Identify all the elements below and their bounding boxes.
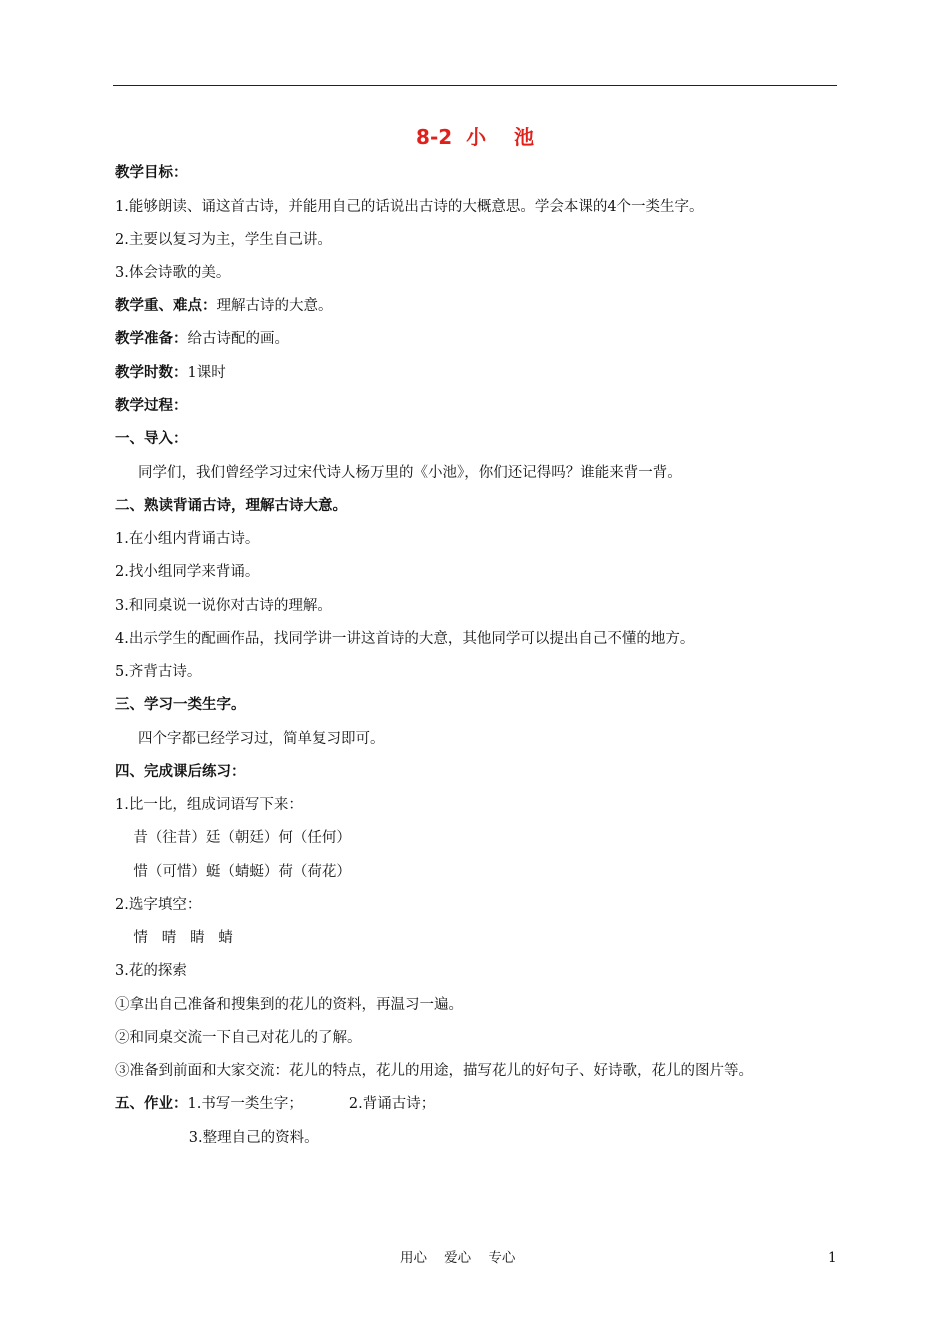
text-line	[115, 828, 351, 848]
line-text: 昔（往昔）廷（朝廷）何（任何）	[115, 830, 351, 846]
text-line	[115, 1028, 362, 1048]
text-line	[115, 197, 704, 217]
line-text: 理解古诗的大意。	[216, 298, 333, 314]
line-text: 2.主要以复习为主，学生自己讲。	[115, 232, 332, 248]
line-text: ③准备到前面和大家交流：花儿的特点，花儿的用途，描写花儿的好句子、好诗歌，花儿的图片等。	[115, 1063, 753, 1079]
line-text: 3.整理自己的资料。	[115, 1130, 319, 1146]
line-label: 教学准备：	[115, 331, 188, 347]
text-line	[115, 596, 332, 616]
line-label: 四、完成课后练习：	[115, 764, 246, 780]
text-line	[115, 695, 246, 715]
text-line	[115, 795, 303, 815]
text-line	[115, 363, 226, 383]
text-line	[115, 1094, 435, 1114]
text-line	[115, 961, 187, 981]
text-line	[115, 895, 201, 915]
text-line	[115, 396, 188, 416]
text-line	[115, 995, 463, 1015]
line-text: 给古诗配的画。	[187, 331, 289, 347]
page-number: 1	[828, 1250, 837, 1266]
line-label: 教学重、难点：	[115, 298, 217, 314]
text-line	[115, 429, 188, 449]
text-line	[115, 296, 333, 316]
header-rule	[113, 85, 837, 86]
line-text: 3.体会诗歌的美。	[115, 265, 231, 281]
line-text: 1课时	[187, 365, 226, 381]
line-label: 二、熟读背诵古诗，理解古诗大意。	[115, 498, 347, 514]
text-line	[115, 629, 694, 649]
line-text: 3.花的探索	[115, 963, 187, 979]
text-line	[115, 662, 201, 682]
line-label: 教学过程：	[115, 398, 188, 414]
text-line	[115, 529, 259, 549]
line-text: 惜（可惜）蜓（蜻蜓）荷（荷花）	[115, 864, 351, 880]
line-label: 一、导入：	[115, 431, 188, 447]
text-line	[115, 163, 188, 183]
text-line	[115, 263, 230, 283]
text-line	[115, 762, 246, 782]
text-line	[115, 562, 259, 582]
line-text: 4.出示学生的配画作品，找同学讲一讲这首诗的大意，其他同学可以提出自己不懂的地方。	[115, 631, 695, 647]
text-line	[115, 329, 289, 349]
line-text: 1.能够朗读、诵这首古诗，并能用自己的话说出古诗的大概意思。学会本课的4个一类生字。	[115, 199, 704, 215]
line-text: 1.在小组内背诵古诗。	[115, 531, 260, 547]
line-label: 五、作业：	[115, 1096, 188, 1112]
text-line	[115, 1061, 753, 1081]
text-line	[115, 230, 332, 250]
line-text: 同学们，我们曾经学习过宋代诗人杨万里的《小池》，你们还记得吗？谁能来背一背。	[115, 465, 682, 481]
line-text: 3.和同桌说一说你对古诗的理解。	[115, 598, 332, 614]
text-line	[115, 463, 682, 483]
text-line	[115, 928, 233, 948]
line-text: ②和同桌交流一下自己对花儿的了解。	[115, 1030, 362, 1046]
footer-motto: 用心 爱心 专心	[400, 1250, 516, 1266]
line-label: 教学时数：	[115, 365, 188, 381]
line-text: 5.齐背古诗。	[115, 664, 202, 680]
line-text: 情 晴 睛 蜻	[115, 930, 233, 946]
line-text: 1.比一比，组成词语写下来：	[115, 797, 303, 813]
line-text: ①拿出自己准备和搜集到的花儿的资料，再温习一遍。	[115, 997, 463, 1013]
text-line	[115, 862, 351, 882]
line-text: 2.找小组同学来背诵。	[115, 564, 260, 580]
line-text: 四个字都已经学习过，简单复习即可。	[115, 731, 385, 747]
line-text: 2.选字填空：	[115, 897, 202, 913]
text-line	[115, 1128, 319, 1148]
text-line	[115, 729, 385, 749]
line-text: 1.书写一类生字； 2.背诵古诗；	[187, 1096, 436, 1112]
text-line	[115, 496, 347, 516]
line-label: 三、学习一类生字。	[115, 697, 246, 713]
page-title: 8-2 小 池	[416, 125, 534, 149]
line-label: 教学目标：	[115, 165, 188, 181]
